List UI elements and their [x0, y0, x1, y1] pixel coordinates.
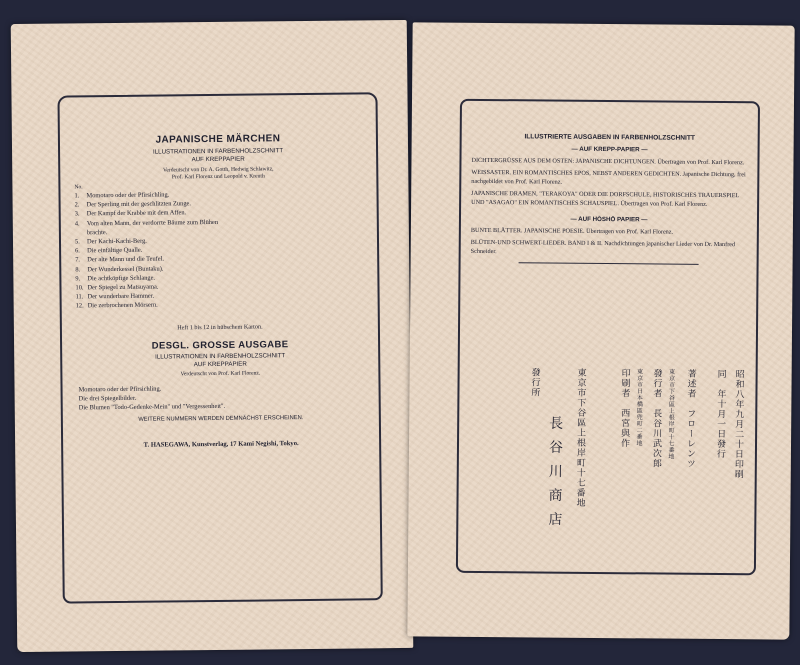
left-box-note: Heft 1 bis 12 in hübschem Karton. [177, 323, 263, 332]
divider [519, 263, 699, 266]
list-item: Die drei Spiegelbilder. [78, 394, 137, 403]
colophon-printer: 印刷者 西宮與作 [618, 368, 630, 449]
right-page-frame [456, 99, 760, 576]
list-item: 12. Die zerbrochenen Mörsern. [75, 302, 158, 310]
list-item: 2. Der Sperling mit der geschlitzten Zunge. [74, 200, 192, 209]
left-subtitle-3: ILLUSTRATIONEN IN FARBENHOLZSCHNITT [155, 351, 286, 361]
left-page-frame [57, 92, 382, 603]
left-no-label: No. [74, 184, 83, 191]
left-subtitle-4: AUF KREPPAPIER [193, 360, 247, 368]
colophon-office-name: 長谷川商店 [546, 415, 564, 536]
right-para-1: DICHTERGRÜSSE AUS DEM OSTEN: JAPANISCHE DICHTUNGEN. Übertragen von Prof. Karl Florenz. [471, 156, 745, 167]
right-section-1: — AUF KREPP-PAPIER — [571, 145, 648, 154]
list-item: 1. Momotaro oder der Pfirsichling. [74, 191, 170, 200]
colophon-author: 著述者 フローレンツ [684, 368, 696, 469]
right-para-4: BUNTE BLÄTTER. JAPANISCHE POESIE. Übertragen von Prof. Karl Florenz. [470, 226, 674, 236]
list-item: 5. Der Kachi-Kachi-Berg. [74, 237, 147, 246]
list-item: 3. Der Kampf der Krabbe mit dem Affen. [74, 209, 187, 218]
left-title-2: DESGL. GROSSE AUSGABE [151, 338, 289, 352]
colophon-office-label: 發行所 [529, 367, 540, 398]
left-publisher: T. HASEGAWA, Kunstverlag, 17 Kami Negishi, Tokyo. [143, 440, 299, 449]
left-page [11, 20, 414, 652]
colophon [458, 363, 756, 571]
colophon-address-1: 東京市下谷區上根岸町十七番地 [666, 368, 675, 460]
list-item: 6. Die einfältige Qualle. [75, 246, 143, 255]
colophon-print-date: 昭和八年九月二十日印刷 [732, 369, 744, 480]
list-item: brachte. [86, 228, 108, 237]
right-para-3: JAPANISCHE DRAMEN, "TERAKOYA" ODER DIE DORFSCHULE, HISTORISCHES TRAUERSPIEL UND "ASAGAO" EIN ROMANTISCHES SCHAUSPIEL. Übertragen von Prof. Karl Florenz. [471, 190, 740, 208]
list-item: 4. Vom alten Mann, der verdorrte Bäume zum Blühen [74, 218, 219, 228]
colophon-publish-date: 同 年十月一日發行 [714, 369, 726, 460]
left-story-list [74, 188, 377, 311]
right-title: ILLUSTRIERTE AUSGABEN IN FARBENHOLZSCHNITT [524, 133, 695, 142]
list-item: Momotaro oder der Pfirsichling. [78, 385, 162, 394]
list-item: 7. Der alte Mann und die Teufel. [75, 255, 165, 264]
list-item: 11. Der wunderbare Hammer. [75, 292, 155, 301]
left-subtitle-2: AUF KREPPAPIER [191, 155, 245, 164]
left-translator-2: Verdeutscht von Prof. Karl Florenz. [180, 370, 261, 377]
right-section-2: — AUF HŌSHŌ PAPIER — [570, 215, 648, 224]
colophon-address-2: 東京市日本橋區兜町二番地 [634, 368, 643, 447]
right-para-2: WEISSASTER. EIN ROMANTISCHES EPOS, NEBST ANDEREN GEDICHTEN. Japanische Dichtung, frei nachgebildet von Prof. Karl Florenz. [471, 169, 746, 186]
colophon-office-address: 東京市下谷區上根岸町十七番地 [574, 367, 586, 508]
list-item: Die Blumen "Todo-Gedenke-Mein" und "Vergessenheit". [78, 402, 226, 412]
left-subtitle-1: ILLUSTRATIONEN IN FARBENHOLZSCHNITT [152, 147, 284, 156]
left-title: JAPANISCHE MÄRCHEN [155, 133, 281, 146]
list-item: 10. Der Spiegel zu Matsuyama. [75, 283, 159, 292]
right-page [407, 22, 794, 639]
left-translator-line-1: Verdeutscht von Dr. A. Gotth, Hedwig Schlawitz, [162, 166, 274, 174]
right-para-5: BLÜTEN-UND SCHWERT-LIEDER. BAND I & II. Nachdichtungen japanischer Lieder von Dr. Manfred Schneider. [470, 239, 736, 255]
left-translator-line-2: Prof. Karl Florenz und Leopold v. Kreuth [171, 173, 265, 181]
list-item: 8. Der Wunderkessel (Buntaku). [75, 265, 164, 274]
left-more-note: WEITERE NUMMERN WERDEN DEMNÄCHST ERSCHEINEN. [138, 415, 304, 424]
list-item: 9. Die achtköpfige Schlange. [75, 274, 156, 283]
left-large-list [79, 382, 379, 413]
colophon-publisher: 發行者 長谷川武次郎 [650, 368, 662, 469]
